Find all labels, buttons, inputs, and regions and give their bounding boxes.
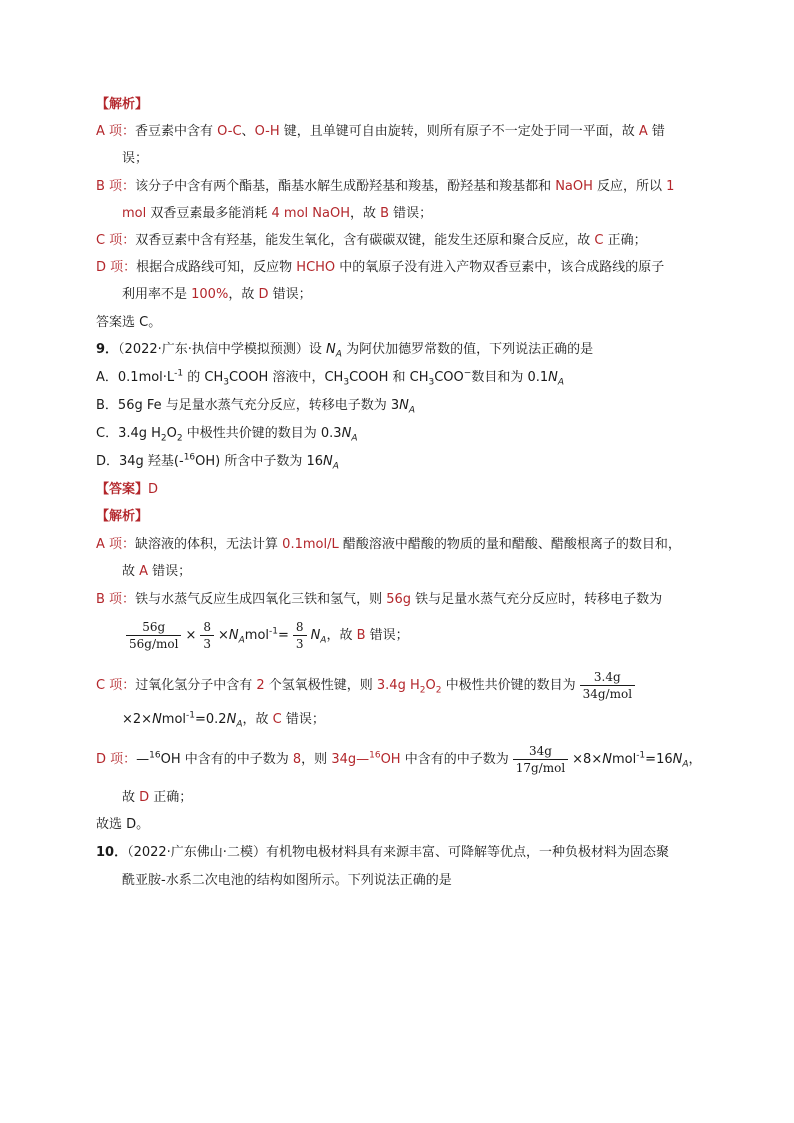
q9-analysis-a-cont: 故 A 错误； bbox=[122, 564, 192, 579]
q10-stem-cont: 酰亚胺-水系二次电池的结构如图所示。下列说法正确的是 bbox=[122, 873, 452, 888]
q9-final-choice: 故选 D。 bbox=[96, 817, 150, 832]
q9-analysis-a: A 项：缺溶液的体积，无法计算 0.1mol/L 醋酸溶液中醋酸的物质的量和醋酸、醋酸根离子的数目和， bbox=[96, 537, 681, 552]
q8-analysis-b-cont: mol 双香豆素最多能消耗 4 mol NaOH，故 B 错误； bbox=[122, 206, 433, 221]
q10-stem: 10．（2022·广东佛山·二模）有机物电极材料具有来源丰富、可降解等优点，一种负极材料为固态聚 bbox=[96, 845, 669, 860]
q9-answer: 【答案】D bbox=[96, 482, 159, 497]
q9-stem: 9．（2022·广东·执信中学模拟预测）设 $N_A$ 为阿伏加德罗常数的值，下列说法正确的是 bbox=[96, 342, 594, 360]
item-tag: A 项： bbox=[96, 124, 136, 139]
fraction: $\frac{3.4g}{\text{34g/mol}}$ bbox=[580, 670, 635, 701]
fraction: $\frac{56g}{\text{56g/mol}}$ bbox=[126, 620, 181, 651]
q9-option-a: A．$0.1mol\cdot L^{-1}$ 的 $CH_3COOH$ 溶液中，$CH_3COOH$ 和 $CH_3COO^-$数目和为 $0.1N_A$ bbox=[96, 368, 565, 388]
q8-analysis-b: B 项：该分子中含有两个酯基，酯基水解生成酚羟基和羧基，酚羟基和羧基都和 NaOH 反应，所以 1 bbox=[96, 179, 675, 194]
q8-analysis-c: C 项：双香豆素中含有羟基，能发生氧化，含有碳碳双键，能发生还原和聚合反应，故 C 正确； bbox=[96, 233, 647, 248]
q9-analysis-d-cont: 故 D 正确； bbox=[122, 790, 193, 805]
fraction: $\frac{8}{3}$ bbox=[293, 620, 307, 651]
q9-option-b: B．56g Fe 与足量水蒸气充分反应，转移电子数为 $3N_A$ bbox=[96, 398, 416, 416]
q9-analysis-header: 【解析】 bbox=[96, 509, 149, 524]
q9-analysis-b-formula: $\frac{56g}{\text{56g/mol}}$ × $\frac{8}{3}$ $\times N_Amol^{-1}=$ $\frac{8}{3}$ $N_A$，故 B 错误； bbox=[122, 618, 409, 654]
fraction: $\frac{34g}{\text{17g/mol}}$ bbox=[513, 744, 568, 775]
analysis-header: 【解析】 bbox=[96, 97, 149, 112]
q9-analysis-d: D 项：—$^{16}$OH 中含有的中子数为 8，则 34g—$^{16}$OH 中含有的中子数为 $\frac{34g}{\text{17g/mol}}$ $\times 8\times Nmol^{-1}=16N_A$， bbox=[96, 744, 702, 775]
q9-option-c: C．3.4g $H_2O_2$ 中极性共价键的数目为 $0.3N_A$ bbox=[96, 426, 358, 444]
q9-analysis-c: C 项：过氧化氢分子中含有 2 个氢氧极性键，则 3.4g $H_2O_2$ 中极性共价键的数目为 $\frac{3.4g}{\text{34g/mol}}$ bbox=[96, 668, 639, 704]
q9-analysis-c-cont: $\times 2\times Nmol^{-1}=0.2N_A$，故 C 错误； bbox=[122, 710, 325, 730]
q8-analysis-a: A 项：香豆素中含有 O-C、O-H 键，且单键可自由旋转，则所有原子不一定处于同一平面，故 A 错 bbox=[96, 124, 665, 139]
q8-analysis-d-cont: 利用率不是 100%，故 D 错误； bbox=[122, 287, 312, 302]
q8-analysis-a-cont: 误； bbox=[122, 151, 149, 166]
q8-analysis-d: D 项：根据合成路线可知，反应物 HCHO 中的氧原子没有进入产物双香豆素中，该合成路线的原子 bbox=[96, 260, 665, 275]
fraction: $\frac{8}{3}$ bbox=[200, 620, 214, 651]
q9-analysis-b: B 项：铁与水蒸气反应生成四氧化三铁和氢气，则 56g 铁与足量水蒸气充分反应时，转移电子数为 bbox=[96, 592, 663, 607]
q9-option-d: D．34g 羟基(-$^{16}$OH) 所含中子数为 $16N_A$ bbox=[96, 452, 339, 472]
q8-answer: 答案选 C。 bbox=[96, 315, 162, 330]
